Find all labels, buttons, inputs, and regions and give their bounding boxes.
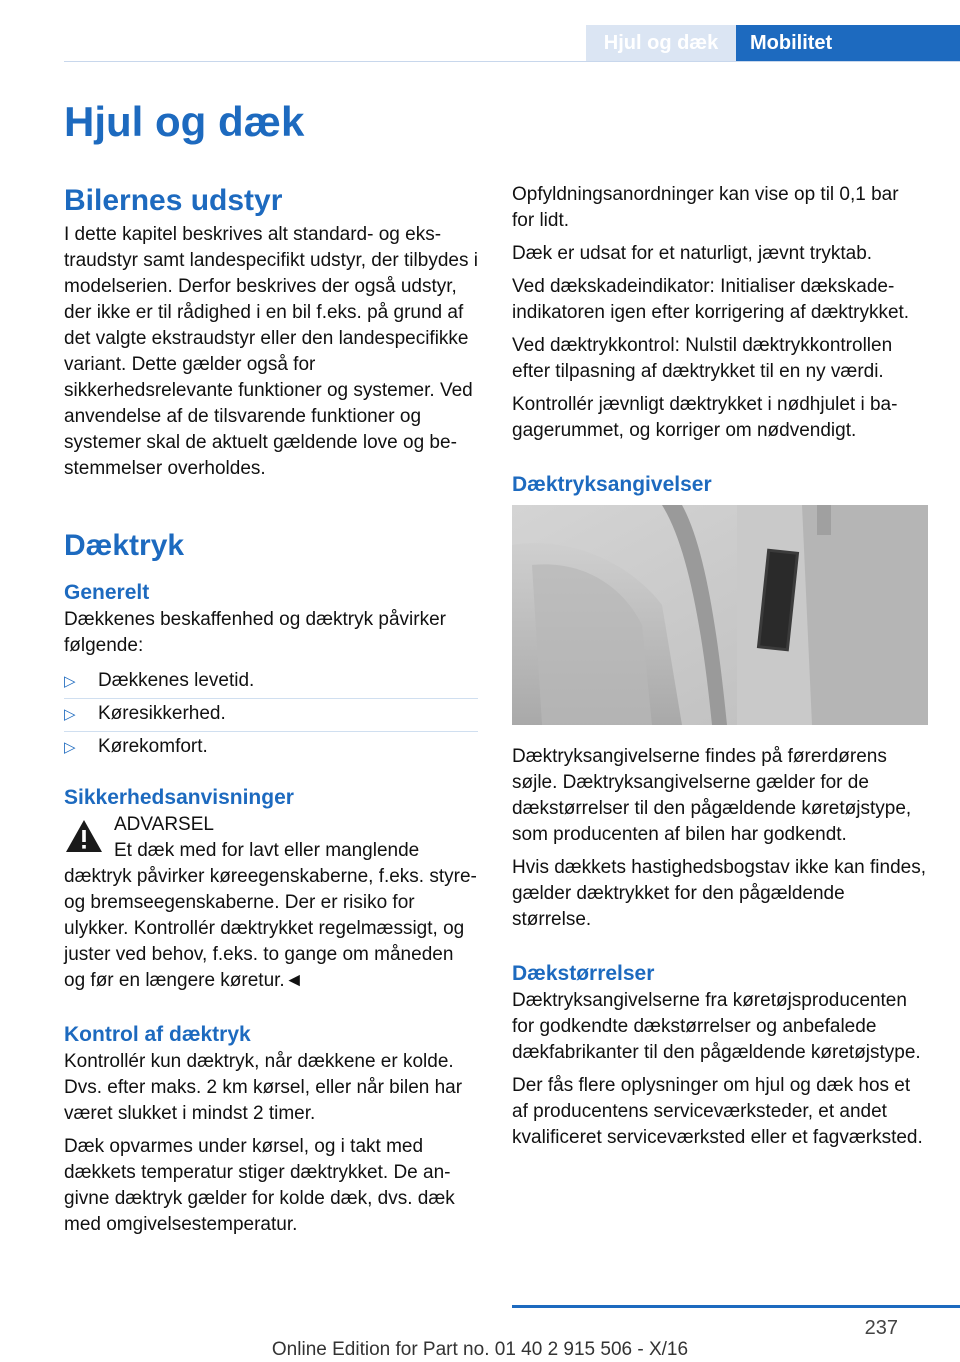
paragraph-pressure-monitor: Ved dæktrykkontrol: Nulstil dæktrykkontrollen efter tilpasning af dæktrykket til en ny værdi. bbox=[512, 335, 893, 382]
warning-label: ADVARSEL bbox=[114, 814, 214, 835]
warning-triangle-icon bbox=[64, 818, 104, 854]
heading-check-pressure: Kontrol af dæktryk bbox=[64, 1023, 251, 1046]
page-title: Hjul og dæk bbox=[64, 98, 305, 145]
list-item: ▷ Kørekomfort. bbox=[64, 732, 478, 764]
bullet-list bbox=[64, 666, 478, 764]
paragraph-pressure-loss: Dæk er udsat for et naturligt, jævnt tryktab. bbox=[512, 243, 873, 264]
heading-tire-pressure: Dæktryk bbox=[64, 529, 185, 562]
heading-general: Generelt bbox=[64, 581, 150, 604]
list-item: ▷ Køresikkerhed. bbox=[64, 699, 478, 732]
page-number: 237 bbox=[864, 1317, 898, 1339]
list-item: ▷ Dækkenes levetid. bbox=[64, 666, 478, 699]
paragraph-fill-device: Opfyldningsanordninger kan vise op til 0,1 bar for lidt. bbox=[512, 184, 899, 231]
paragraph-sizes-2: Der fås flere oplysninger om hjul og dæk hos et af producentens serviceværksteder, et andet kvalificeret serviceværksted eller et fagværksted. bbox=[512, 1075, 923, 1148]
paragraph-spare-wheel: Kontrollér jævnligt dæktrykket i nødhjulet i bagagerummet, og korriger om nødvendigt. bbox=[512, 394, 898, 441]
chapter-tab[interactable]: Mobilitet bbox=[736, 25, 960, 61]
door-pillar-photo bbox=[512, 505, 928, 725]
triangle-bullet-icon: ▷ bbox=[64, 739, 76, 756]
paragraph-info-1: Dæktryksangivelserne findes på førerdørens søjle. Dæktryksangivelserne gælder for de dækstørrelser til den pågældende køretøjstype, som producenten af bilen har godkendt. bbox=[512, 746, 912, 845]
heading-safety: Sikkerhedsanvisninger bbox=[64, 786, 294, 809]
triangle-bullet-icon: ▷ bbox=[64, 706, 76, 723]
footer-rule bbox=[512, 1305, 960, 1308]
edition-line: Online Edition for Part no. 01 40 2 915 506 - X/16 bbox=[271, 1339, 689, 1360]
paragraph-general: Dækkenes beskaffenhed og dæktryk påvirker følgende: bbox=[64, 609, 446, 656]
paragraph-equipment: I dette kapitel beskrives alt standard- og ekstraudstyr samt landespecifikt udstyr, der tilbydes i modelserien. Derfor beskrives der også udstyr, der ikke er til rådighed i en bil f.eks. på grund af det valgte ekstraudstyr eller den landespecifikke variant. Dette gælder også for sikkerhedsrelevante funktioner og systemer. Ved anvendelse af de tilsvarende funktioner og systemer skal de aktuelt gældende love og bestemmelser overholdes. bbox=[64, 224, 478, 479]
heading-equipment: Bilernes udstyr bbox=[64, 184, 283, 217]
heading-tire-sizes: Dækstørrelser bbox=[512, 962, 655, 985]
paragraph-check-2: Dæk opvarmes under kørsel, og i takt med dækkets temperatur stiger dæktrykket. De angivne dæktryk gælder for kolde dæk, dvs. dæk med omgivelsestemperatur. bbox=[64, 1136, 455, 1235]
right-column bbox=[512, 182, 926, 1158]
paragraph-damage-indicator: Ved dækskadeindikator: Initialiser dækskadeindikatoren igen efter korrigering af dæktrykket. bbox=[512, 276, 910, 323]
paragraph-info-2: Hvis dækkets hastighedsbogstav ikke kan findes, gælder dæktrykket for den pågældende størrelse. bbox=[512, 857, 926, 930]
paragraph-sizes-1: Dæktryksangivelserne fra køretøjsproducenten for godkendte dækstørrelser og anbefalede dækfabrikanter til den pågældende køretøjstype. bbox=[512, 990, 921, 1063]
warning-text: Et dæk med for lavt eller manglende dæktryk påvirker køreegenskaberne, f.eks. styre- og bremseegenskaberne. Der er risiko for ulykker. Kontrollér dæktrykket regelmæssigt, og juster ved behov, f.eks. to gange om måneden og før en længere køretur.◄ bbox=[64, 840, 477, 991]
warning-box bbox=[64, 812, 478, 838]
section-tab[interactable]: Hjul og dæk bbox=[586, 25, 736, 61]
triangle-bullet-icon: ▷ bbox=[64, 673, 76, 690]
paragraph-check-1: Kontrollér kun dæktryk, når dækkene er kolde. Dvs. efter maks. 2 km kørsel, eller når bilen har været slukket i mindst 2 timer. bbox=[64, 1051, 463, 1124]
left-column bbox=[64, 182, 478, 1245]
heading-pressure-info: Dæktryksangivelser bbox=[512, 473, 712, 496]
header-rule bbox=[64, 61, 960, 62]
